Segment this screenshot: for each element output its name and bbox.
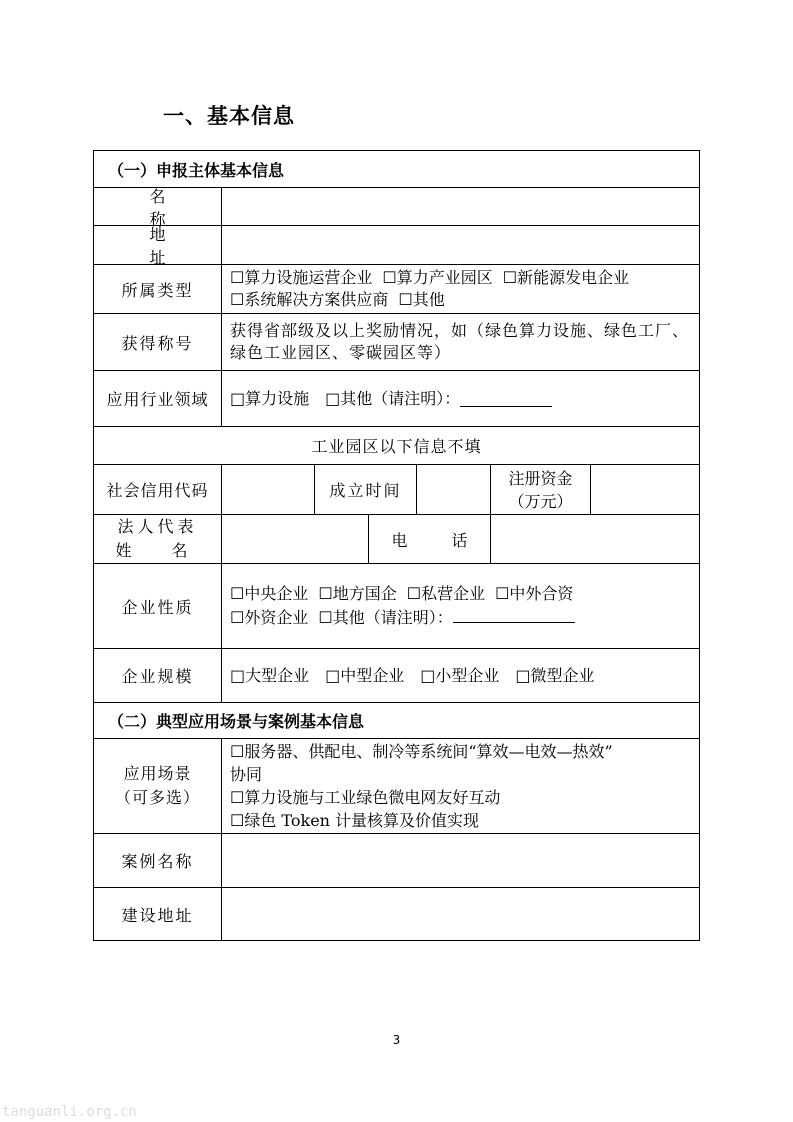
nature-options [221, 564, 699, 648]
industry-option-compute[interactable]: □算力设施 [230, 388, 310, 408]
case-row [93, 833, 700, 888]
section1-title: （一）申报主体基本信息 [108, 160, 285, 180]
industry-label: 应用行业领域 [106, 390, 209, 409]
section2-title: （二）典型应用场景与案例基本信息 [108, 712, 365, 731]
nature-option-private[interactable]: ☐私营企业 [406, 584, 486, 603]
legal-field[interactable] [221, 515, 368, 563]
type-option-operator[interactable]: ☐算力设施运营企业 [230, 268, 373, 287]
page-number: 3 [392, 1033, 401, 1047]
honor-description: 获得省部级及以上奖励情况，如（绿色算力设施、绿色工厂、绿色工业园区、零碳园区等） [230, 321, 690, 362]
name-label: 名 称 [149, 186, 238, 229]
honor-text[interactable] [221, 314, 699, 370]
legal-label-line1: 法人代表 [117, 517, 198, 536]
watermark: tanguanli.org.cn [2, 1104, 137, 1120]
nature-row [93, 563, 700, 649]
case-field[interactable] [221, 834, 699, 887]
type-option-solution[interactable]: ☐系统解决方案供应商 [230, 290, 389, 309]
scale-option-micro[interactable]: □微型企业 [515, 665, 595, 685]
type-option-other[interactable]: ☐其他 [398, 290, 445, 309]
nature-label: 企业性质 [121, 597, 194, 617]
founded-label: 成立时间 [314, 465, 416, 514]
site-field[interactable] [221, 888, 699, 940]
section-heading: 一、基本信息 [163, 104, 295, 128]
scene-option-synergy[interactable]: ☐服务器、供配电、制冷等系统间“算效—电效—热效” [230, 742, 613, 761]
industry-option-other[interactable]: □其他（请注明）： [325, 388, 461, 408]
scene-label-line1: 应用场景 [123, 764, 192, 783]
section1-title-row [93, 150, 700, 188]
legal-label [94, 515, 221, 563]
credit-row [93, 464, 700, 515]
address-field[interactable] [221, 226, 699, 264]
legal-label-line2: 姓 名 [115, 541, 200, 560]
name-field[interactable] [221, 188, 699, 225]
type-row [93, 264, 700, 314]
nature-option-central[interactable]: ☐中央企业 [230, 584, 309, 603]
phone-label: 电 话 [368, 515, 490, 563]
site-label: 建设地址 [121, 905, 194, 925]
phone-field[interactable] [490, 515, 699, 563]
nature-option-local[interactable]: ☐地方国企 [318, 584, 397, 603]
scale-option-medium[interactable]: □中型企业 [325, 665, 405, 685]
nature-other-blank[interactable] [453, 606, 575, 623]
nature-option-foreign[interactable]: ☐外资企业 [230, 608, 309, 627]
industry-options [221, 371, 699, 426]
type-option-park[interactable]: ☐算力产业园区 [382, 268, 493, 287]
founded-field[interactable] [416, 465, 490, 514]
type-options [221, 265, 699, 313]
scale-options [221, 649, 699, 702]
scale-option-large[interactable]: □大型企业 [230, 665, 310, 685]
credit-label: 社会信用代码 [106, 481, 209, 500]
name-row [93, 186, 700, 229]
scale-row [93, 648, 700, 703]
capital-unit: （万元） [508, 491, 573, 511]
legal-row [93, 514, 700, 564]
industry-row [93, 370, 700, 427]
address-row [93, 225, 700, 265]
nature-option-other[interactable]: ☐其他（请注明）： [318, 608, 453, 627]
scene-label [94, 739, 221, 833]
site-row [93, 887, 700, 941]
case-label: 案例名称 [121, 852, 194, 871]
park-note: 工业园区以下信息不填 [311, 437, 482, 456]
section2-title-row [93, 702, 700, 739]
nature-option-jv[interactable]: ☐中外合资 [495, 584, 574, 603]
type-option-energy[interactable]: ☐新能源发电企业 [502, 268, 630, 287]
capital-field[interactable] [590, 465, 699, 514]
capital-label-text: 注册资金 [508, 468, 573, 488]
scale-label: 企业规模 [121, 667, 194, 686]
honor-row [93, 313, 700, 371]
scale-option-small[interactable]: □小型企业 [420, 665, 500, 685]
scene-option-token[interactable]: ☐绿色 Token 计量核算及价值实现 [230, 811, 480, 830]
scene-options [221, 739, 699, 833]
scene-option-microgrid[interactable]: ☐算力设施与工业绿色微电网友好互动 [230, 788, 501, 807]
credit-field[interactable] [221, 465, 314, 514]
note-row [93, 426, 700, 465]
industry-other-blank[interactable] [460, 390, 552, 407]
address-label: 地 址 [149, 225, 238, 267]
scene-label-line2: （可多选） [114, 788, 200, 807]
type-label: 所属类型 [121, 280, 194, 300]
capital-label [490, 465, 590, 514]
scene-option-synergy-cont: 协同 [230, 765, 263, 784]
scene-row [93, 738, 700, 834]
honor-label: 获得称号 [121, 333, 194, 353]
